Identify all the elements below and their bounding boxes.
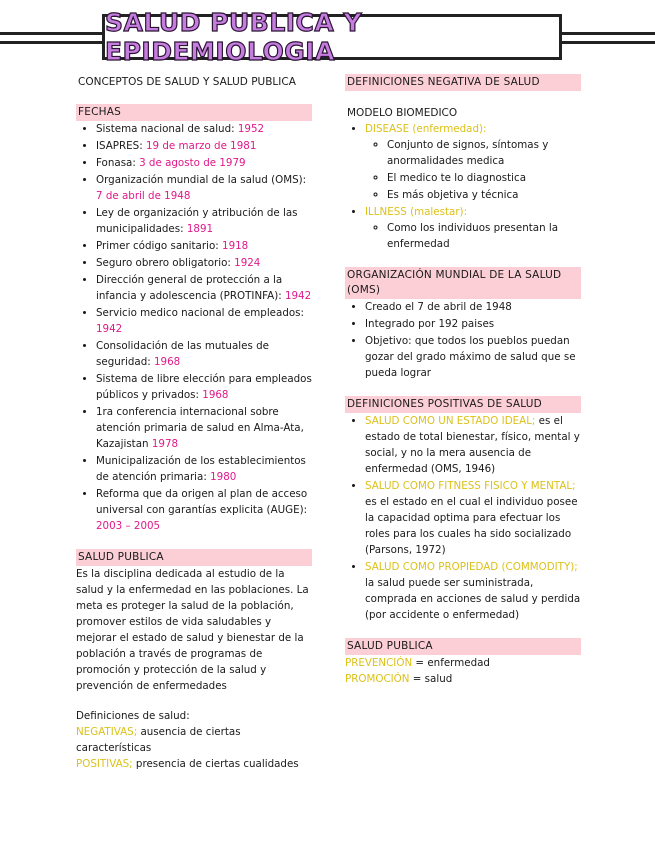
fecha-date: 1891 [186, 223, 214, 235]
fecha-date: 1918 [222, 240, 249, 252]
fecha-text: Seguro obrero obligatorio: [96, 257, 235, 269]
fecha-date: 1978 [151, 438, 179, 450]
fecha-date: 1980 [210, 471, 237, 483]
fecha-item [96, 205, 312, 237]
oms-header: ORGANIZACIÓN MUNDIAL DE LA SALUD (OMS) [345, 267, 581, 299]
fecha-item [96, 172, 312, 204]
fecha-date: 1924 [234, 257, 261, 269]
biomedico-list [345, 121, 581, 252]
fecha-text: ISAPRES: [96, 140, 146, 152]
fecha-item [96, 155, 312, 171]
salud-publica-header: SALUD PUBLICA [76, 549, 312, 566]
pos-item-text: es el estado en el cual el individuo posee la capacidad optima para efectuar los roles para los cuales ha sido socializado (Parsons, 1972) [365, 496, 578, 556]
fecha-item [96, 138, 312, 154]
pos-item-label: SALUD COMO FITNESS FISICO Y MENTAL; [365, 480, 576, 492]
fecha-text: Ley de organización y atribución de las municipalidades: [96, 207, 298, 235]
positivas-text: presencia de ciertas cualidades [132, 758, 299, 770]
pos-item-text: es el estado de total bienestar, físico, mental y social, y no la mera ausencia de enfermedad (OMS, 1946) [365, 415, 580, 475]
neg-header: DEFINICIONES NEGATIVA DE SALUD [345, 74, 581, 91]
illness-item [365, 204, 581, 252]
fecha-item [96, 404, 312, 452]
disease-label: DISEASE (enfermedad): [365, 123, 487, 135]
modelo-biomedico: MODELO BIOMEDICO [347, 107, 458, 119]
fecha-date: 1968 [153, 356, 181, 368]
disease-item [365, 121, 581, 203]
fecha-item [96, 272, 312, 304]
oms-item: • Creado el 7 de abril de 1948 [365, 299, 581, 315]
pos-list [345, 413, 581, 623]
positivas-label: POSITIVAS; [76, 758, 133, 770]
disease-subitem: ◦ El medico te lo diagnostica [387, 170, 581, 186]
sp-header: SALUD PUBLICA [345, 638, 581, 655]
definiciones-label: Definiciones de salud: [76, 710, 190, 722]
prevencion-label: PREVENCIÓN [345, 657, 413, 669]
oms-item: • Integrado por 192 paises [365, 316, 581, 332]
positivas-line [76, 756, 312, 772]
fecha-text: 1ra conferencia internacional sobre atención primaria de salud en Alma-Ata, Kazajistan [96, 406, 304, 450]
fecha-text: Fonasa: [96, 157, 140, 169]
oms-item: • Objetivo: que todos los pueblos puedan gozar del grado máximo de salud que se pueda lograr [365, 333, 581, 381]
fecha-date: 1942 [96, 323, 123, 335]
oms-list [345, 299, 581, 381]
negativas-label: NEGATIVAS; [76, 726, 138, 738]
fecha-item [96, 255, 312, 271]
fecha-date: 3 de agosto de 1979 [139, 157, 246, 169]
fecha-text: Primer código sanitario: [96, 240, 223, 252]
negativas-line [76, 724, 312, 756]
left-column [76, 74, 312, 772]
fecha-text: Sistema nacional de salud: [96, 123, 238, 135]
fecha-item [96, 338, 312, 370]
disease-subitem: ◦ Conjunto de signos, síntomas y anormalidades medica [387, 137, 581, 169]
intro-heading: CONCEPTOS DE SALUD Y SALUD PUBLICA [78, 76, 296, 88]
fecha-item [96, 371, 312, 403]
pos-item [365, 478, 581, 558]
pos-item [365, 559, 581, 623]
fecha-text: Sistema de libre elección para empleados públicos y privados: [96, 373, 312, 401]
fecha-text: Municipalización de los establecimientos de atención primaria: [96, 455, 306, 483]
fecha-date: 7 de abril de 1948 [96, 190, 191, 202]
pos-header: DEFINICIONES POSITIVAS DE SALUD [345, 396, 581, 413]
page-title: SALUD PUBLICA Y EPIDEMIOLOGIA [105, 8, 363, 66]
illness-subitem: ◦ Como los individuos presentan la enfermedad [387, 220, 581, 252]
promocion-text: = salud [409, 673, 453, 685]
illness-sublist [365, 220, 581, 252]
fecha-date: 1942 [284, 290, 312, 302]
fecha-date: 19 de marzo de 1981 [145, 140, 257, 152]
illness-label: ILLNESS (malestar): [365, 206, 468, 218]
fecha-item [96, 486, 312, 534]
disease-subitem: ◦ Es más objetiva y técnica [387, 187, 581, 203]
fecha-text: Servicio medico nacional de empleados: [96, 307, 304, 319]
title-banner [102, 8, 562, 66]
pos-item [365, 413, 581, 477]
pos-item-label: SALUD COMO PROPIEDAD (COMMODITY); [365, 561, 578, 573]
fecha-text: Consolidación de las mutuales de seguridad: [96, 340, 269, 368]
fecha-date: 1968 [202, 389, 229, 401]
promocion-label: PROMOCIÓN [345, 673, 410, 685]
fechas-header: FECHAS [76, 104, 312, 121]
fecha-date: 1952 [237, 123, 265, 135]
fecha-item [96, 305, 312, 337]
fecha-item [96, 453, 312, 485]
salud-publica-text: Es la disciplina dedicada al estudio de la salud y la enfermedad en las poblaciones. La meta es proteger la salud de la población, promover estilos de vida saludables y mejorar el estado de salud y bienestar de la población a través de programas de promoción y protección de la salud y prevención de enfermedades [76, 568, 309, 692]
negativas-text: ausencia de ciertas características [76, 726, 241, 754]
fecha-text: Organización mundial de la salud (OMS): [96, 174, 307, 186]
promocion-line [345, 671, 581, 687]
disease-sublist [365, 137, 581, 203]
fecha-item [96, 238, 312, 254]
fecha-item [96, 121, 312, 137]
right-column [345, 74, 581, 687]
prevencion-line [345, 655, 581, 671]
pos-item-label: SALUD COMO UN ESTADO IDEAL; [365, 415, 536, 427]
prevencion-text: = enfermedad [412, 657, 490, 669]
fechas-list [76, 121, 312, 534]
pos-item-text: la salud puede ser suministrada, comprada en acciones de salud y perdida (por accidente o enfermedad) [365, 577, 581, 621]
fecha-text: Dirección general de protección a la infancia y adolescencia (PROTINFA): [96, 274, 285, 302]
fecha-text: Reforma que da origen al plan de acceso universal con garantías explicita (AUGE): [96, 488, 308, 516]
fecha-date: 2003 – 2005 [96, 520, 161, 532]
